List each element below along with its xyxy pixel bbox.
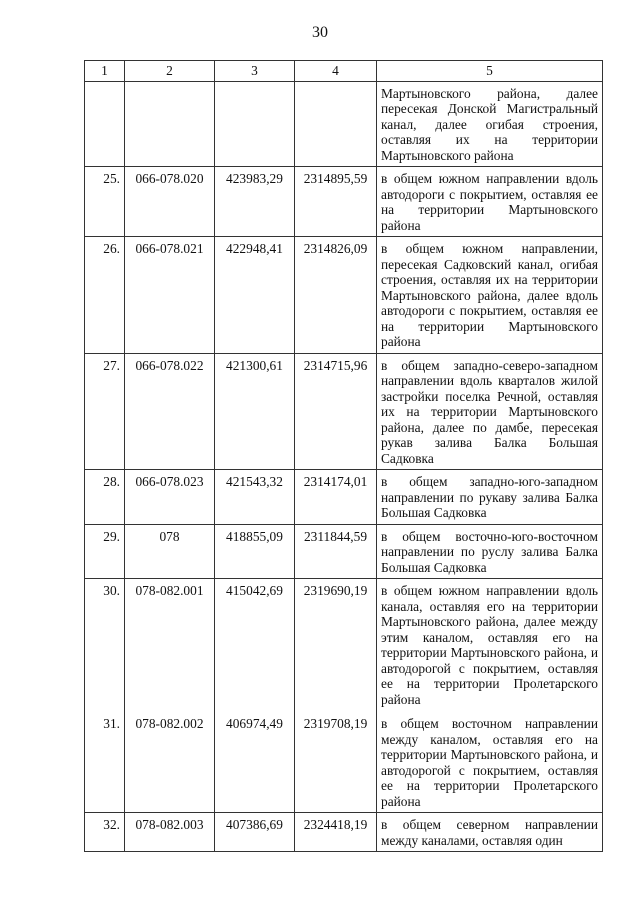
column-header: 3 xyxy=(215,61,295,82)
point-code: 066-078.021 xyxy=(125,237,215,354)
row-number: 32. xyxy=(85,813,125,852)
table-row xyxy=(85,237,603,354)
boundary-description: в общем южном направлении вдоль автодороги с покрытием, оставляя ее на территории Мартыновского района xyxy=(377,167,603,237)
boundary-table xyxy=(84,60,603,852)
table-row xyxy=(85,353,603,470)
coordinate-x: 422948,41 xyxy=(215,237,295,354)
column-header: 4 xyxy=(295,61,377,82)
row-number: 29. xyxy=(85,524,125,579)
point-code: 066-078.023 xyxy=(125,470,215,525)
table-header-row xyxy=(85,61,603,82)
row-number: 25. xyxy=(85,167,125,237)
row-number: 30. xyxy=(85,579,125,711)
boundary-description: в общем северном направлении между каналами, оставляя один xyxy=(377,813,603,852)
table-row xyxy=(85,167,603,237)
coordinate-y xyxy=(295,81,377,167)
page-number: 30 xyxy=(312,24,328,41)
row-number: 31. xyxy=(85,710,125,813)
coordinate-x: 423983,29 xyxy=(215,167,295,237)
boundary-description: в общем западно-юго-западном направлении по рукаву залива Балка Большая Садковка xyxy=(377,470,603,525)
coordinate-y: 2319708,19 xyxy=(295,710,377,813)
column-header: 2 xyxy=(125,61,215,82)
row-number: 26. xyxy=(85,237,125,354)
table-row xyxy=(85,81,603,167)
coordinate-x: 415042,69 xyxy=(215,579,295,711)
coordinate-x: 406974,49 xyxy=(215,710,295,813)
point-code xyxy=(125,81,215,167)
coordinate-y: 2324418,19 xyxy=(295,813,377,852)
coordinate-x: 407386,69 xyxy=(215,813,295,852)
boundary-description: Мартыновского района, далее пересекая Донской Магистральный канал, далее огибая строения, оставляя их на территории Мартыновского района xyxy=(377,81,603,167)
row-number: 27. xyxy=(85,353,125,470)
coordinate-y: 2314895,59 xyxy=(295,167,377,237)
point-code: 078-082.003 xyxy=(125,813,215,852)
point-code: 066-078.022 xyxy=(125,353,215,470)
row-number xyxy=(85,81,125,167)
boundary-description: в общем восточно-юго-восточном направлении по руслу залива Балка Большая Садковка xyxy=(377,524,603,579)
column-header: 1 xyxy=(85,61,125,82)
table-row xyxy=(85,470,603,525)
row-number: 28. xyxy=(85,470,125,525)
table-row xyxy=(85,524,603,579)
point-code: 078-082.002 xyxy=(125,710,215,813)
table-row xyxy=(85,710,603,813)
point-code: 066-078.020 xyxy=(125,167,215,237)
boundary-description: в общем восточном направлении между каналом, оставляя его на территории Мартыновского района, и автодорогой с покрытием, оставляя ее на территории Пролетарского района xyxy=(377,710,603,813)
boundary-description: в общем южном направлении, пересекая Садковский канал, огибая строения, оставляя их на территории Мартыновского района, далее вдоль автодороги с покрытием, оставляя ее на территории Мартыновского района xyxy=(377,237,603,354)
point-code: 078 xyxy=(125,524,215,579)
coordinate-x: 418855,09 xyxy=(215,524,295,579)
table-row xyxy=(85,813,603,852)
coordinate-y: 2314715,96 xyxy=(295,353,377,470)
column-header: 5 xyxy=(377,61,603,82)
coordinate-x xyxy=(215,81,295,167)
point-code: 078-082.001 xyxy=(125,579,215,711)
table-row xyxy=(85,579,603,711)
boundary-description: в общем западно-северо-западном направлении вдоль кварталов жилой застройки поселка Речной, оставляя их на территории Мартыновского района, далее по дамбе, пересекая рукав залива Балка Большая Садковка xyxy=(377,353,603,470)
coordinate-x: 421300,61 xyxy=(215,353,295,470)
coordinate-y: 2319690,19 xyxy=(295,579,377,711)
coordinate-x: 421543,32 xyxy=(215,470,295,525)
coordinate-y: 2314826,09 xyxy=(295,237,377,354)
coordinate-y: 2311844,59 xyxy=(295,524,377,579)
boundary-description: в общем южном направлении вдоль канала, оставляя его на территории Мартыновского района, далее между этим каналом, оставляя его на территории Мартыновского района, и автодорогой с покрытием, оставляя ее на территории Пролетарского района xyxy=(377,579,603,711)
coordinate-y: 2314174,01 xyxy=(295,470,377,525)
